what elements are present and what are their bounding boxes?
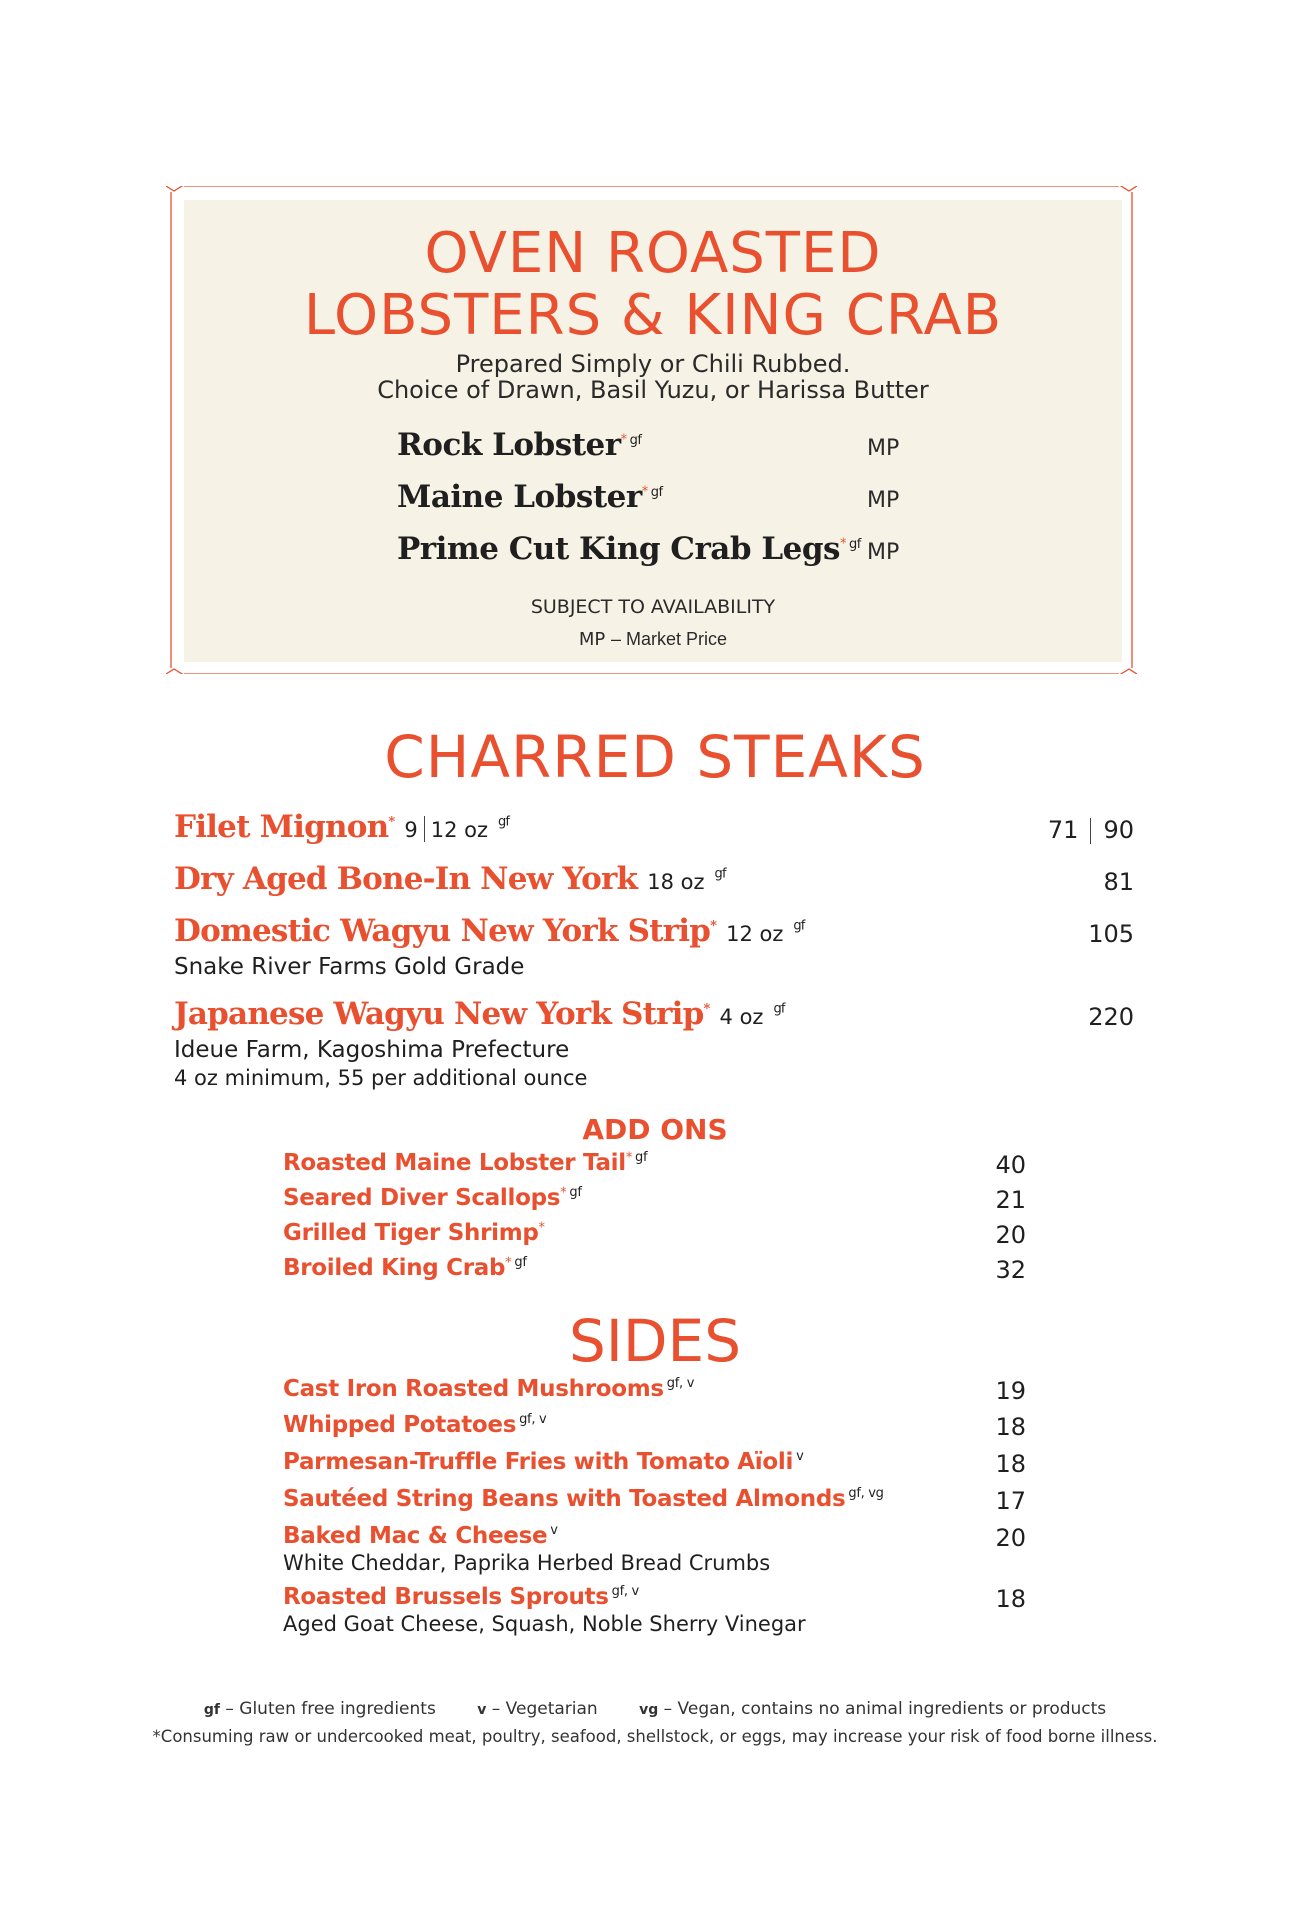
steak-name: Japanese Wagyu New York Strip [174, 996, 704, 1032]
diet-tag: gf [635, 1150, 648, 1166]
side-item [283, 1586, 639, 1609]
steak-item [174, 809, 510, 845]
side-item [283, 1414, 546, 1437]
diet-tag: gf [650, 484, 663, 500]
steak-price: 81 [1103, 868, 1134, 896]
add-on-price: 40 [995, 1151, 1026, 1179]
add-on-item [283, 1152, 647, 1175]
diet-tag: gf, v [519, 1412, 547, 1428]
legend-key: gf [203, 1702, 220, 1718]
lobster-item [397, 479, 663, 515]
steak-price: 220 [1088, 1003, 1134, 1031]
lobster-item-name: Prime Cut King Crab Legs [397, 531, 840, 567]
side-name: Baked Mac & Cheese [283, 1523, 548, 1549]
lobster-item-price: MP [867, 540, 900, 565]
steaks-title: CHARRED STEAKS [384, 723, 926, 791]
steak-size-a: 9 [404, 818, 418, 842]
raw-warning-mark: * [388, 814, 395, 830]
side-name: Roasted Brussels Sprouts [283, 1584, 609, 1610]
raw-warning-mark: * [840, 536, 846, 552]
add-on-price: 20 [995, 1221, 1026, 1249]
side-name: Whipped Potatoes [283, 1412, 517, 1438]
diet-tag: gf [569, 1185, 582, 1201]
side-price: 18 [995, 1450, 1026, 1478]
steak-item [174, 861, 726, 897]
side-item [283, 1451, 803, 1474]
side-price: 20 [995, 1524, 1026, 1552]
add-on-item [283, 1222, 545, 1245]
legend-text: – Vegan, contains no animal ingredients or products [663, 1699, 1107, 1719]
steak-description: Snake River Farms Gold Grade [174, 954, 525, 980]
add-on-price: 32 [995, 1256, 1026, 1284]
steak-name: Filet Mignon [174, 809, 389, 845]
lobster-item [397, 531, 861, 567]
lobster-subtitle-line1: Prepared Simply or Chili Rubbed. [455, 350, 851, 378]
side-item [283, 1525, 558, 1548]
steak-description-note: 4 oz minimum, 55 per additional ounce [174, 1066, 588, 1090]
legend-text: – Gluten free ingredients [225, 1699, 436, 1719]
diet-tag: gf [793, 918, 805, 934]
mp-meaning: – Market Price [611, 629, 728, 649]
lobster-title-line2: LOBSTERS & KING CRAB [303, 283, 1003, 348]
add-ons-title: ADD ONS [582, 1113, 728, 1146]
mp-key: MP [578, 629, 606, 650]
diet-legend [0, 1701, 1310, 1718]
legend-key: vg [639, 1702, 659, 1718]
add-on-price: 21 [995, 1186, 1026, 1214]
steak-price: 105 [1088, 920, 1134, 948]
add-on-item [283, 1257, 527, 1280]
raw-warning-mark: * [703, 1001, 710, 1017]
diet-tag: gf, v [666, 1376, 695, 1392]
diet-tag: gf [629, 432, 642, 448]
legend-text: – Vegetarian [491, 1699, 598, 1719]
add-on-item [283, 1187, 582, 1210]
availability-note: SUBJECT TO AVAILABILITY [530, 596, 776, 618]
diet-tag: gf [497, 814, 510, 830]
add-on-name: Seared Diver Scallops [283, 1185, 561, 1211]
diet-tag: gf, vg [848, 1486, 884, 1502]
diet-tag: v [796, 1449, 804, 1465]
lobster-item-name: Rock Lobster [397, 427, 621, 463]
steak-price-a: 71 [1047, 816, 1079, 844]
lobster-title-line1: OVEN ROASTED [424, 221, 882, 286]
side-name: Parmesan-Truffle Fries with Tomato Aïoli [283, 1449, 794, 1475]
steak-size: 4 oz [719, 1005, 764, 1029]
add-on-name: Broiled King Crab [283, 1255, 506, 1281]
steak-size: 18 oz [647, 870, 705, 894]
raw-warning-mark: * [560, 1185, 567, 1201]
raw-warning-mark: * [710, 918, 717, 934]
steak-item [174, 913, 805, 949]
steak-name: Domestic Wagyu New York Strip [174, 913, 711, 949]
raw-warning-mark: * [538, 1220, 545, 1236]
side-price: 17 [995, 1487, 1026, 1515]
raw-warning-mark: * [505, 1255, 512, 1271]
steak-price-b: 90 [1103, 816, 1134, 844]
diet-tag: gf, v [611, 1584, 639, 1600]
steak-size-b: 12 oz [430, 818, 488, 842]
diet-tag: gf [514, 1255, 527, 1271]
side-price: 18 [995, 1585, 1026, 1613]
raw-warning-mark: * [620, 432, 627, 448]
side-name: Sautéed String Beans with Toasted Almonds [283, 1486, 846, 1512]
price-divider [1090, 818, 1091, 844]
food-safety-warning: *Consuming raw or undercooked meat, poultry, seafood, shellstock, or eggs, may increase your risk of food borne illness. [152, 1727, 1158, 1746]
diet-tag: gf [714, 866, 726, 882]
side-name: Cast Iron Roasted Mushrooms [283, 1376, 664, 1402]
side-item [283, 1488, 884, 1511]
size-divider [424, 816, 425, 842]
add-on-name: Roasted Maine Lobster Tail [283, 1150, 626, 1176]
diet-tag: gf [773, 1001, 785, 1017]
sides-title: SIDES [568, 1307, 742, 1375]
side-item [283, 1378, 694, 1401]
steak-name: Dry Aged Bone-In New York [174, 861, 638, 897]
side-price: 19 [995, 1377, 1026, 1405]
side-description: Aged Goat Cheese, Squash, Noble Sherry Vinegar [283, 1612, 806, 1636]
lobster-item [397, 427, 642, 463]
add-on-name: Grilled Tiger Shrimp [283, 1220, 539, 1246]
steak-size: 12 oz [726, 922, 784, 946]
lobster-item-price: MP [867, 436, 900, 461]
steak-price [1048, 818, 1134, 844]
diet-tag: gf [849, 536, 861, 552]
market-price-note [184, 630, 1122, 649]
lobster-item-name: Maine Lobster [397, 479, 642, 515]
side-price: 18 [995, 1413, 1026, 1441]
steak-description: Ideue Farm, Kagoshima Prefecture [174, 1037, 570, 1063]
raw-warning-mark: * [625, 1150, 633, 1166]
side-description: White Cheddar, Paprika Herbed Bread Crumbs [283, 1551, 771, 1575]
diet-tag: v [550, 1523, 558, 1539]
lobster-item-price: MP [867, 488, 900, 513]
raw-warning-mark: * [641, 484, 648, 500]
lobster-subtitle-line2: Choice of Drawn, Basil Yuzu, or Harissa Butter [377, 376, 929, 404]
steak-item [174, 996, 785, 1032]
legend-key: v [477, 1702, 487, 1718]
